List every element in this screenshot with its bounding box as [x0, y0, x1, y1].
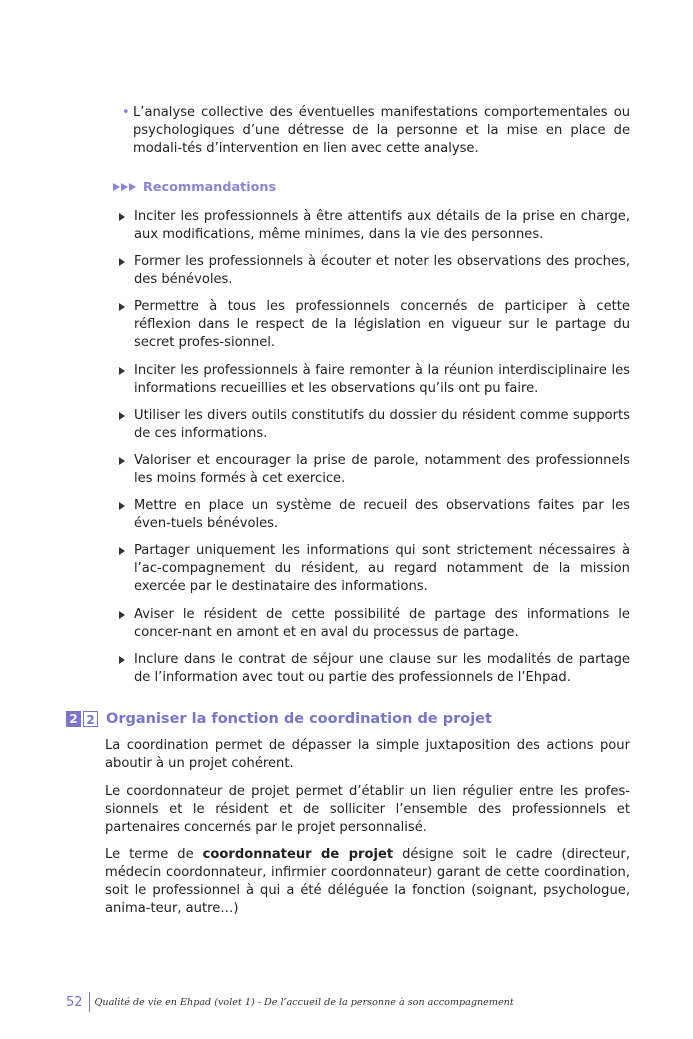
recommandation-text: Mettre en place un système de recueil des observations faites par les éven-tuels bénévoles.	[134, 498, 630, 532]
recommandation-item	[118, 362, 630, 398]
page-number: 52	[66, 994, 83, 1010]
paragraph-text: désigne soit le cadre (directeur, médecin coordonnateur, infirmier coordonnateur) garant de cette coordination, soit le professionnel à qui a été déléguée la fonction (soignant, psychologue, anima-teur, autre…)	[105, 847, 630, 916]
section-number-major: 2	[66, 711, 81, 727]
recommandation-text: Utiliser les divers outils constitutifs du dossier du résident comme supports de ces informations.	[134, 407, 630, 441]
triple-arrow-icon	[113, 183, 137, 191]
bullet-dot-icon: •	[122, 105, 130, 120]
recommandation-text: Inciter les professionnels à être attentifs aux détails de la prise en charge, aux modifications, même minimes, dans la vie des personnes.	[134, 209, 630, 242]
recommandations-header	[113, 178, 276, 196]
recommandation-text: Permettre à tous les professionnels concernés de participer à cette réflexion dans le respect de la législation en vigueur sur le partage du secret profes-sionnel.	[134, 299, 630, 351]
footer-divider	[89, 992, 90, 1012]
recommandation-text: Partager uniquement les informations qui sont strictement nécessaires à l’ac-compagnement du résident, au regard notamment de la mission exercée par le destinataire des informations.	[134, 543, 630, 595]
triangle-bullet-icon	[119, 367, 125, 375]
triangle-bullet-icon	[119, 213, 125, 221]
triangle-bullet-icon	[119, 258, 125, 266]
paragraph: Le coordonnateur de projet permet d’établir un lien régulier entre les profes-sionnels et le résident et de solliciter l’ensemble des professionnels et partenaires concernés par le projet personnalisé.	[105, 783, 630, 835]
intro-bullet-item	[122, 104, 630, 158]
recommandation-text: Inciter les professionnels à faire remonter à la réunion interdisciplinaire les informations recueillies et les observations qu’ils ont pu faire.	[134, 362, 630, 396]
triangle-bullet-icon	[119, 457, 125, 465]
recommandation-text: Aviser le résident de cette possibilité de partage des informations le concer-nant en amont et en aval du processus de partage.	[134, 606, 630, 640]
section-number-minor: 2	[83, 711, 98, 727]
recommandation-item	[118, 497, 630, 533]
recommandation-item	[118, 407, 630, 443]
paragraph: La coordination permet de dépasser la simple juxtaposition des actions pour aboutir à un projet cohérent.	[105, 738, 630, 771]
recommandation-text: Valoriser et encourager la prise de parole, notamment des professionnels les moins formés à cet exercice.	[134, 452, 630, 486]
triangle-bullet-icon	[119, 502, 125, 510]
recommandations-list	[118, 208, 630, 696]
section-body	[105, 737, 630, 928]
recommandation-text: Former les professionnels à écouter et noter les observations des proches, des bénévoles.	[134, 254, 630, 288]
recommandation-item	[118, 542, 630, 596]
recommandation-text: Inclure dans le contrat de séjour une clause sur les modalités de partage de l’information avec tout ou partie des professionnels de l’Ehpad.	[134, 651, 630, 685]
page-footer	[66, 992, 514, 1012]
recommandation-item	[118, 208, 630, 244]
triangle-bullet-icon	[119, 656, 125, 664]
intro-bullet-text: L’analyse collective des éventuelles manifestations comportementales ou psychologiques d’une détresse de la personne et la mise en place de modali-tés d’intervention en lien avec cette analyse.	[133, 105, 630, 156]
recommandation-item	[118, 452, 630, 488]
triangle-bullet-icon	[119, 611, 125, 619]
recommandation-item	[118, 606, 630, 642]
section-title: Organiser la fonction de coordination de projet	[106, 711, 492, 727]
triangle-bullet-icon	[119, 547, 125, 555]
paragraph-text: Le terme de	[105, 847, 203, 862]
triangle-bullet-icon	[119, 303, 125, 311]
recommandations-label: Recommandations	[143, 179, 277, 195]
recommandation-item	[118, 298, 630, 352]
triangle-bullet-icon	[119, 412, 125, 420]
bold-term: coordonnateur de projet	[202, 847, 394, 862]
paragraph	[105, 846, 630, 918]
recommandation-item	[118, 253, 630, 289]
section-heading	[66, 709, 492, 729]
recommandation-item	[118, 651, 630, 687]
running-title: Qualité de vie en Ehpad (volet 1) - De l’accueil de la personne à son accompagnement	[94, 996, 514, 1008]
